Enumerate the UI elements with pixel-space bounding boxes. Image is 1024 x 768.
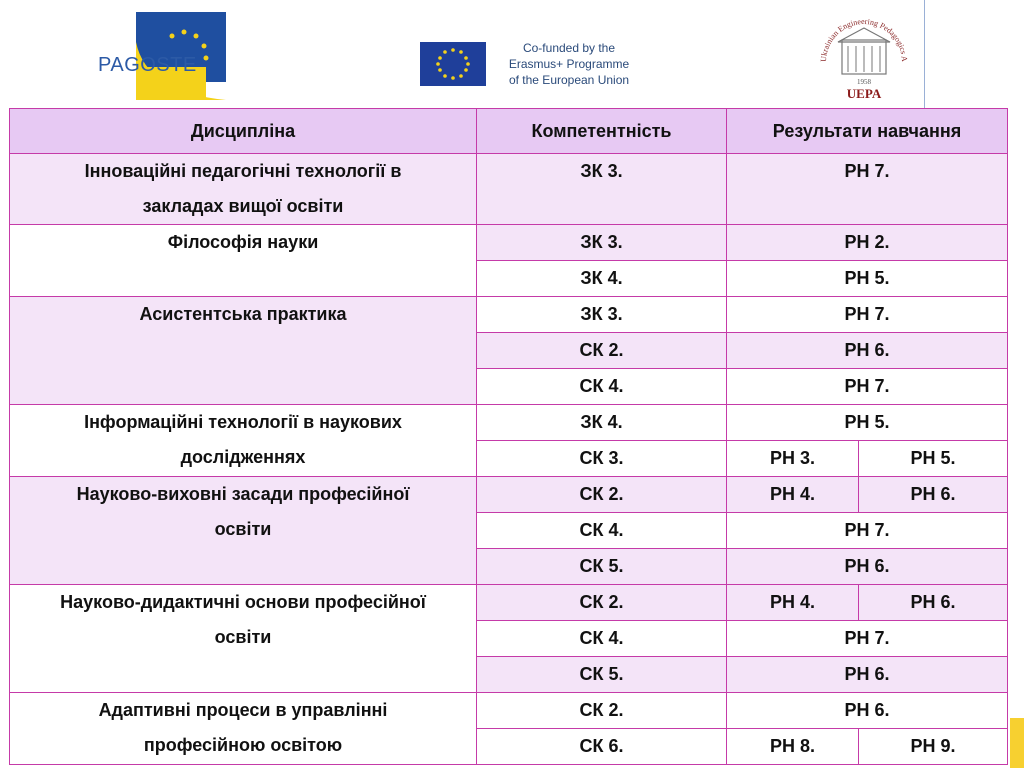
competence-cell: СК 5.: [477, 549, 727, 585]
outcome-cell: РН 7.: [727, 297, 1008, 333]
uepa-year: 1958: [857, 78, 871, 86]
outcome-cell: РН 6.: [859, 585, 1008, 621]
eu-cofunded-block: [420, 40, 650, 86]
uepa-ring-text: Ukrainian Engineering Pedagogics A: [818, 16, 910, 63]
table-row: [10, 585, 1008, 621]
competence-cell: ЗК 3.: [477, 225, 727, 261]
table-row: [10, 693, 1008, 729]
table-row: [10, 297, 1008, 333]
discipline-cell: [10, 297, 477, 405]
outcome-cell: РН 6.: [859, 477, 1008, 513]
competence-cell: СК 2.: [477, 693, 727, 729]
pagoste-logo-text: PAGOSTE: [98, 54, 197, 76]
competence-cell: СК 4.: [477, 369, 727, 405]
eu-cofunded-text: [494, 40, 644, 88]
discipline-cell: [10, 477, 477, 585]
discipline-line: Інноваційні педагогічні технології в: [84, 161, 402, 181]
header-competence: Компетентність: [477, 109, 727, 154]
competence-cell: ЗК 4.: [477, 405, 727, 441]
competence-cell: СК 2.: [477, 477, 727, 513]
competence-cell: ЗК 3.: [477, 297, 727, 333]
competence-cell: СК 6.: [477, 729, 727, 765]
discipline-line: Філософія науки: [167, 232, 319, 252]
outcome-cell: РН 6.: [727, 657, 1008, 693]
eu-line: Co-funded by the: [522, 41, 616, 55]
outcome-cell: РН 4.: [727, 477, 859, 513]
discipline-line: Асистентська практика: [139, 304, 347, 324]
competence-cell: ЗК 3.: [477, 154, 727, 225]
slide-header: [0, 0, 1024, 108]
discipline-line: Науково-виховні засади професійної: [76, 484, 410, 504]
discipline-cell: [10, 693, 477, 765]
outcome-cell: РН 6.: [727, 549, 1008, 585]
uepa-abbr: UEPA: [846, 86, 882, 101]
discipline-line: Адаптивні процеси в управлінні: [98, 700, 388, 720]
outcome-cell: РН 8.: [727, 729, 859, 765]
header-discipline: Дисципліна: [10, 109, 477, 154]
competence-cell: СК 4.: [477, 513, 727, 549]
discipline-line: Інформаційні технології в наукових: [84, 412, 402, 432]
discipline-line: закладах вищої освіти: [142, 196, 344, 216]
discipline-line: освіти: [214, 627, 272, 647]
table-row: [10, 405, 1008, 441]
discipline-cell: [10, 154, 477, 225]
table-header-row: [10, 109, 1008, 154]
discipline-line: професійною освітою: [143, 735, 343, 755]
eu-line: of the European Union: [508, 73, 630, 87]
competence-cell: СК 2.: [477, 585, 727, 621]
outcome-cell: РН 7.: [727, 621, 1008, 657]
table-row: [10, 225, 1008, 261]
discipline-cell: [10, 585, 477, 693]
disciplines-table: [9, 108, 1008, 765]
outcome-cell: РН 5.: [727, 261, 1008, 297]
eu-line: Erasmus+ Programme: [508, 57, 630, 71]
table-row: [10, 154, 1008, 225]
competence-cell: ЗК 4.: [477, 261, 727, 297]
outcome-cell: РН 5.: [859, 441, 1008, 477]
table-row: [10, 477, 1008, 513]
outcome-cell: РН 5.: [727, 405, 1008, 441]
header-divider: [924, 0, 925, 108]
header-learning-outcomes: Результати навчання: [727, 109, 1008, 154]
outcome-cell: РН 3.: [727, 441, 859, 477]
competence-cell: СК 3.: [477, 441, 727, 477]
pagoste-logo: [96, 12, 228, 102]
competence-cell: СК 2.: [477, 333, 727, 369]
discipline-line: дослідженнях: [180, 447, 306, 467]
uepa-logo: [816, 10, 912, 106]
eu-flag-icon: [420, 42, 486, 86]
competence-cell: СК 4.: [477, 621, 727, 657]
outcome-cell: РН 2.: [727, 225, 1008, 261]
discipline-cell: [10, 405, 477, 477]
outcome-cell: РН 7.: [727, 154, 1008, 225]
outcome-cell: РН 7.: [727, 369, 1008, 405]
outcome-cell: РН 4.: [727, 585, 859, 621]
outcome-cell: РН 7.: [727, 513, 1008, 549]
competence-cell: СК 5.: [477, 657, 727, 693]
outcome-cell: РН 6.: [727, 333, 1008, 369]
discipline-cell: [10, 225, 477, 297]
slide-corner-accent: [1010, 718, 1024, 768]
outcome-cell: РН 9.: [859, 729, 1008, 765]
discipline-line: Науково-дидактичні основи професійної: [60, 592, 426, 612]
discipline-line: освіти: [214, 519, 272, 539]
outcome-cell: РН 6.: [727, 693, 1008, 729]
